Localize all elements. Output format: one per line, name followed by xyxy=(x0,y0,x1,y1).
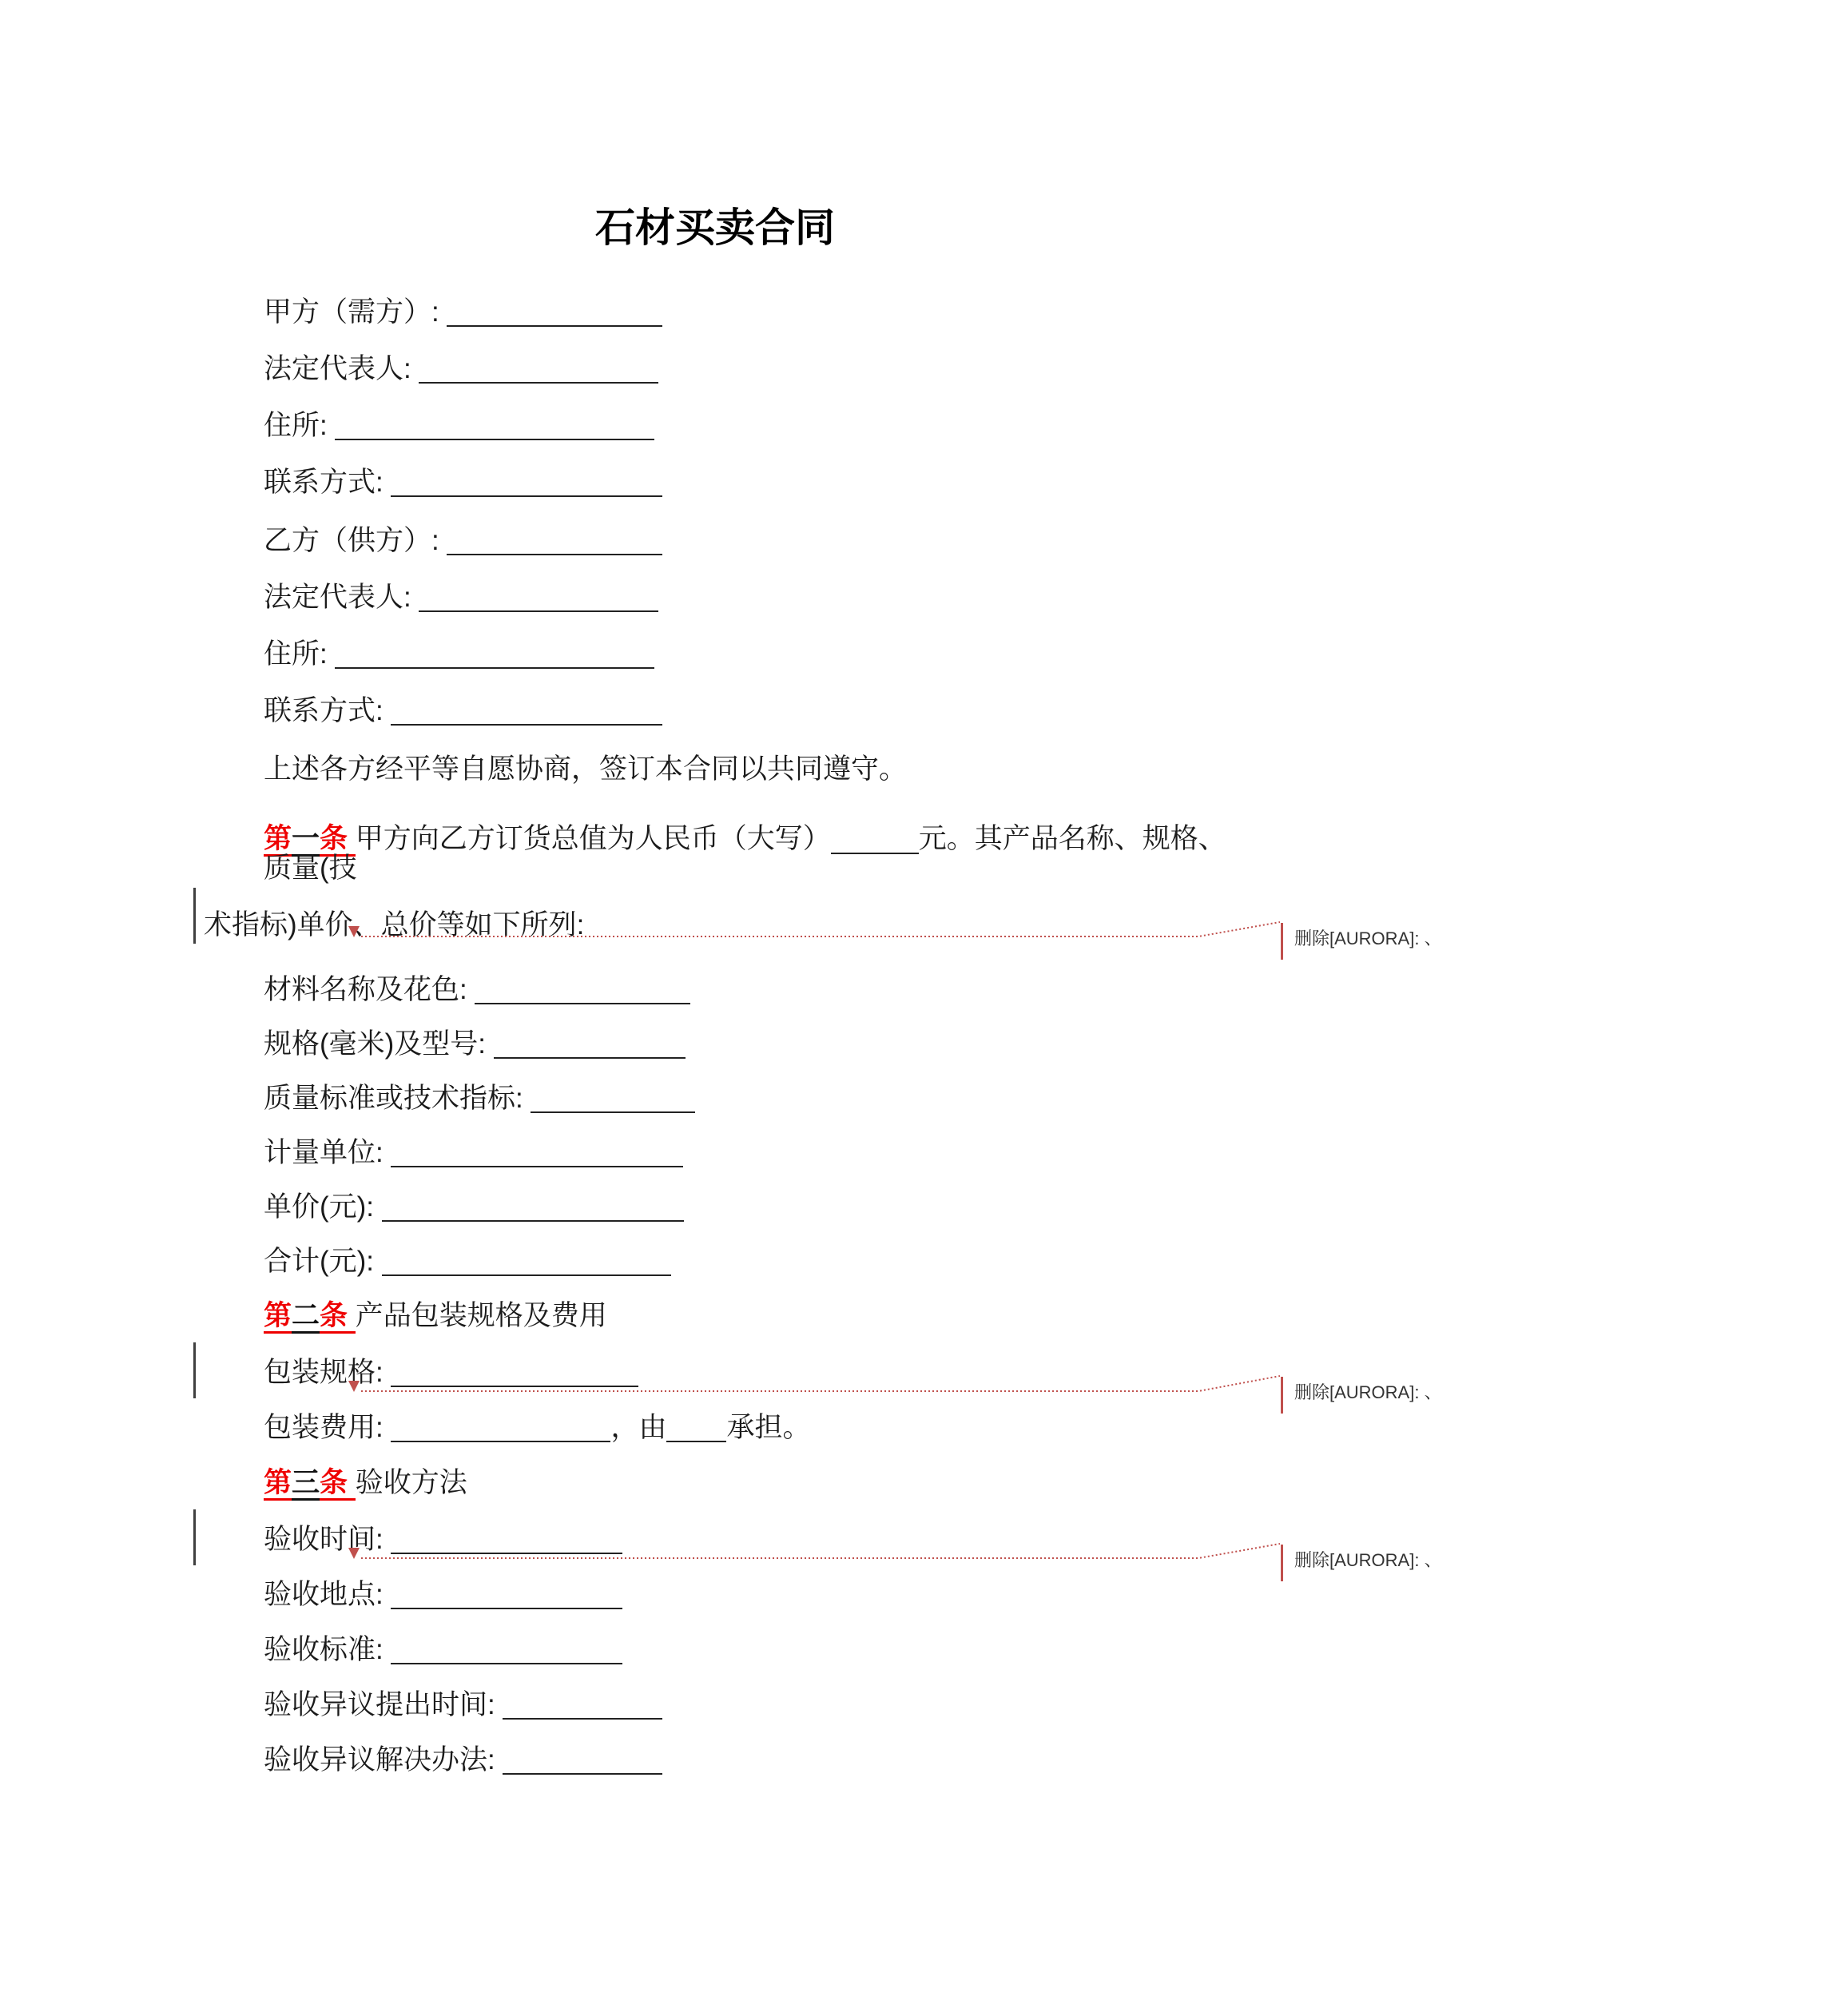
party-b-legal-rep-line xyxy=(204,583,1226,612)
blank-line xyxy=(494,1030,686,1059)
party-b-name-line xyxy=(204,527,1226,555)
party-a-contact-label: 联系方式: xyxy=(264,467,391,498)
change-bar xyxy=(193,1342,196,1398)
change-bar xyxy=(193,1509,196,1565)
quality-standard-label: 质量标准或技术指标: xyxy=(264,1083,531,1114)
package-fee-label: 包装费用: xyxy=(264,1412,391,1443)
contract-title: 石材买卖合同 xyxy=(595,205,835,250)
party-a-address-label: 住所: xyxy=(264,410,336,441)
blank-line xyxy=(391,1358,638,1387)
article-1-number-digit: 一 xyxy=(292,823,320,857)
material-name-label: 材料名称及花色: xyxy=(264,974,475,1005)
article-3-heading-text: 验收方法 xyxy=(355,1467,467,1498)
preamble-paragraph: 上述各方经平等自愿协商，签订本合同以共同遵守。 xyxy=(264,754,908,785)
blank-line xyxy=(666,1414,726,1442)
party-b-contact-label: 联系方式: xyxy=(264,695,391,726)
measure-unit-line xyxy=(204,1139,1226,1167)
revision-callout-text: 删除[AURORA]: 、 xyxy=(1294,1382,1442,1402)
blank-line xyxy=(391,1139,683,1167)
objection-time-label: 验收异议提出时间: xyxy=(264,1689,503,1720)
party-b-contact-line xyxy=(204,697,1226,726)
revision-callout-deleted[interactable] xyxy=(1294,1381,1442,1405)
blank-line xyxy=(831,825,919,854)
spec-model-line xyxy=(204,1030,1226,1059)
package-fee-line xyxy=(204,1414,1226,1442)
revision-callout-text: 删除[AURORA]: 、 xyxy=(1294,1550,1442,1570)
change-bar xyxy=(193,888,196,944)
blank-line xyxy=(391,1636,622,1664)
article-3-number-part: 条 xyxy=(320,1467,356,1501)
revision-callout-deleted[interactable] xyxy=(1294,927,1442,951)
blank-line xyxy=(382,1193,684,1222)
material-name-line xyxy=(204,976,1226,1004)
blank-line xyxy=(391,1525,622,1554)
article-2-number-part: 第 xyxy=(264,1300,292,1334)
inspection-place-label: 验收地点: xyxy=(264,1579,391,1610)
blank-line xyxy=(391,1414,610,1442)
inspection-standard-label: 验收标准: xyxy=(264,1634,391,1665)
blank-line xyxy=(391,1581,622,1609)
article-3-number-part: 第 xyxy=(264,1467,292,1501)
blank-line xyxy=(335,640,654,669)
objection-method-line xyxy=(204,1746,1226,1775)
revision-callout-text: 删除[AURORA]: 、 xyxy=(1294,928,1442,948)
blank-line xyxy=(447,298,662,327)
revision-callout-deleted[interactable] xyxy=(1294,1549,1442,1573)
objection-method-label: 验收异议解决办法: xyxy=(264,1744,503,1775)
article-2-number-part: 条 xyxy=(320,1300,356,1334)
contract-body xyxy=(204,204,1226,1801)
blank-line xyxy=(391,468,662,497)
party-b-address-line xyxy=(204,640,1226,669)
blank-line xyxy=(382,1247,671,1276)
blank-line xyxy=(475,976,690,1004)
total-price-label: 合计(元): xyxy=(264,1246,382,1277)
blank-line xyxy=(531,1084,695,1113)
blank-line xyxy=(447,527,662,555)
party-a-contact-line xyxy=(204,468,1226,497)
total-price-line xyxy=(204,1247,1226,1276)
spec-model-label: 规格(毫米)及型号: xyxy=(264,1028,494,1060)
article-1-wrapped-line: 术指标)单价、总价等如下所列: xyxy=(204,909,585,940)
inspection-time-label: 验收时间: xyxy=(264,1524,391,1555)
package-spec-label: 包装规格: xyxy=(264,1357,391,1388)
party-b-legal-rep-label: 法定代表人: xyxy=(264,582,419,613)
blank-line xyxy=(419,583,658,612)
article-2-number-digit: 二 xyxy=(292,1300,320,1334)
party-b-address-label: 住所: xyxy=(264,638,336,670)
article-1-heading-line xyxy=(204,825,1226,883)
unit-price-line xyxy=(204,1193,1226,1222)
revision-triangle-marker xyxy=(348,1381,360,1392)
blank-line xyxy=(335,412,654,440)
article-1-number-part: 第 xyxy=(264,823,292,857)
blank-line xyxy=(419,355,658,384)
party-a-name-line xyxy=(204,298,1226,327)
inspection-standard-line xyxy=(204,1636,1226,1664)
article-3-heading xyxy=(204,1469,1226,1497)
blank-line xyxy=(391,697,662,726)
revision-triangle-marker xyxy=(348,1548,360,1559)
blank-line xyxy=(503,1746,662,1775)
party-a-address-line xyxy=(204,412,1226,440)
inspection-place-line xyxy=(204,1581,1226,1609)
party-a-legal-rep-line xyxy=(204,355,1226,384)
party-a-name-label: 甲方（需方）: xyxy=(264,296,447,328)
blank-line xyxy=(503,1691,662,1720)
article-1-paragraph xyxy=(204,825,1226,940)
article-2-heading-text: 产品包装规格及费用 xyxy=(355,1300,607,1331)
revision-triangle-marker xyxy=(348,926,360,937)
article-1-number-part: 条 xyxy=(320,823,356,857)
quality-standard-line xyxy=(204,1084,1226,1113)
measure-unit-label: 计量单位: xyxy=(264,1137,391,1168)
article-1-text-before-blank: 甲方向乙方订货总值为人民币（大写） xyxy=(355,823,831,854)
article-3-number-digit: 三 xyxy=(292,1467,320,1501)
party-b-name-label: 乙方（供方）: xyxy=(264,525,447,556)
unit-price-label: 单价(元): xyxy=(264,1191,382,1223)
article-2-heading xyxy=(204,1302,1226,1330)
party-a-legal-rep-label: 法定代表人: xyxy=(264,353,419,384)
package-fee-middle-text: ，由 xyxy=(610,1412,667,1443)
article-1-text-after-blank: 元。其产品名称、规格、质量(技 xyxy=(264,823,1226,884)
objection-time-line xyxy=(204,1691,1226,1720)
package-fee-suffix-text: 承担。 xyxy=(726,1412,811,1443)
